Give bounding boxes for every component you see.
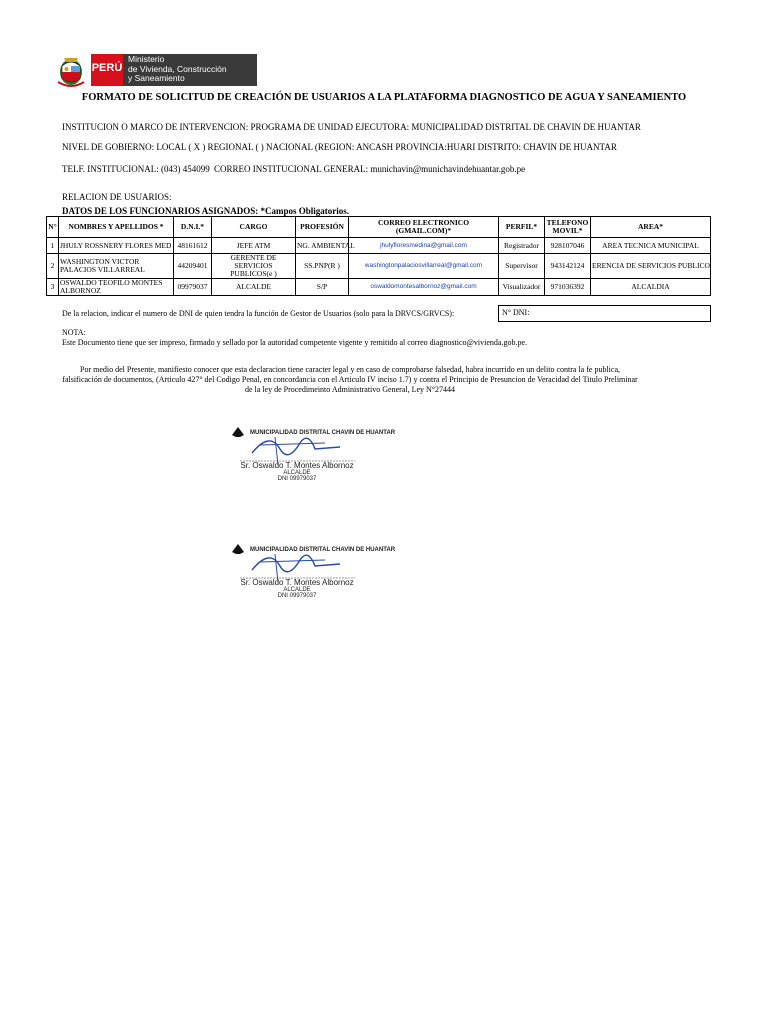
cell-nombres: WASHINGTON VICTOR PALACIOS VILLARREAL <box>59 254 174 279</box>
datos-label: DATOS DE LOS FUNCIONARIOS ASIGNADOS: *Campos Obligatorios. <box>62 206 349 216</box>
cell-correo: oswaldomontesalbornoz@gmail.com <box>349 279 499 296</box>
cell-area: ERENCIA DE SERVICIOS PUBLICO <box>591 254 711 279</box>
cell-profesion: S/P <box>296 279 349 296</box>
cell-correo: washingtonpalaciosvillarreal@gmail.com <box>349 254 499 279</box>
svg-text:MUNICIPALIDAD DISTRITAL CHAVIN: MUNICIPALIDAD DISTRITAL CHAVIN DE HUANTAR <box>250 547 396 553</box>
cell-telefono: 928107046 <box>545 238 591 254</box>
ministry-logo <box>55 52 257 88</box>
cell-area: AREA TECNICA MUNICIPAL <box>591 238 711 254</box>
cell-telefono: 943142124 <box>545 254 591 279</box>
signature-stamp <box>230 540 396 610</box>
col-header-correo: CORREO ELECTRONICO (GMAIL.COM)* <box>349 217 499 238</box>
relacion-label: RELACION DE USUARIOS: <box>62 192 172 202</box>
col-header-dni: D.N.I.* <box>174 217 212 238</box>
cell-profesion: NG. AMBIENTAL <box>296 238 349 254</box>
signature-stamp-drawing <box>230 423 396 493</box>
signer-name: Sr. Oswaldo T. Montes Albornoz <box>240 578 354 587</box>
signer-role: ALCALDE <box>283 587 311 593</box>
page-title: FORMATO DE SOLICITUD DE CREACIÓN DE USUARIOS A LA PLATAFORMA DIAGNOSTICO DE AGUA Y SANEAMIENTO <box>81 92 687 103</box>
signer-dni: DNI 09979037 <box>277 476 317 482</box>
nivel-gobierno-line: NIVEL DE GOBIERNO: LOCAL ( X ) REGIONAL ( ) NACIONAL (REGION: ANCASH PROVINCIA:HUARI DISTRITO: CHAVIN DE HUANTAR <box>62 142 617 152</box>
cell-dni: 09979037 <box>174 279 212 296</box>
gestor-dni-label: N° DNI: <box>502 308 530 317</box>
telefono-line: TELF. INSTITUCIONAL: (043) 454099 <box>62 164 210 174</box>
cell-perfil: Visualizador <box>499 279 545 296</box>
col-header-cargo: CARGO <box>212 217 296 238</box>
peru-label: PERÚ <box>91 62 123 74</box>
cell-telefono: 971036392 <box>545 279 591 296</box>
gestor-dni-field[interactable] <box>498 305 711 322</box>
cell-numero: 3 <box>47 279 59 296</box>
table-header-row <box>47 217 711 238</box>
cell-perfil: Registrador <box>499 238 545 254</box>
cell-cargo: GERENTE DE SERVICIOS PUBLICOS(e ) <box>212 254 296 279</box>
table-row <box>47 238 711 254</box>
cell-numero: 2 <box>47 254 59 279</box>
cell-nombres: OSWALDO TEOFILO MONTES ALBORNOZ <box>59 279 174 296</box>
cell-cargo: ALCALDE <box>212 279 296 296</box>
cell-perfil: Supervisor <box>499 254 545 279</box>
col-header-perfil: PERFIL* <box>499 217 545 238</box>
cell-numero: 1 <box>47 238 59 254</box>
cell-nombres: JHULY ROSSNERY FLORES MED <box>59 238 174 254</box>
cell-dni: 44209401 <box>174 254 212 279</box>
signer-role: ALCALDE <box>283 470 311 476</box>
col-header-profesion: PROFESIÓN <box>296 217 349 238</box>
table-row <box>47 279 711 296</box>
institucion-line: INSTITUCION O MARCO DE INTERVENCION: PROGRAMA DE UNIDAD EJECUTORA: MUNICIPALIDAD DISTRITAL DE CHAVIN DE HUANTAR <box>62 122 641 132</box>
ministry-label: Ministerio de Vivienda, Construcción y Saneamiento <box>128 54 227 83</box>
correo-line: CORREO INSTITUCIONAL GENERAL: munichavin@munichavindehuantar.gob.pe <box>214 164 526 174</box>
coat-of-arms-icon <box>55 52 87 88</box>
col-header-telefono: TELEFONO MOVIL* <box>545 217 591 238</box>
signature-stamp-drawing <box>230 540 396 610</box>
signer-name: Sr. Oswaldo T. Montes Albornoz <box>240 461 354 470</box>
cell-dni: 48161612 <box>174 238 212 254</box>
col-header-area: AREA* <box>591 217 711 238</box>
svg-text:MUNICIPALIDAD DISTRITAL CHAVIN: MUNICIPALIDAD DISTRITAL CHAVIN DE HUANTAR <box>250 430 396 436</box>
table-row <box>47 254 711 279</box>
cell-area: ALCALDIA <box>591 279 711 296</box>
users-table <box>46 216 711 296</box>
gestor-instruction: De la relacion, indicar el numero de DNI de quien tendra la función de Gestor de Usuarios (solo para la DRVCS/GRVCS): <box>62 309 455 318</box>
cell-profesion: SS.PNP(R ) <box>296 254 349 279</box>
signature-stamp <box>230 423 396 493</box>
col-header-nombres: NOMBRES Y APELLIDOS * <box>59 217 174 238</box>
nota-label: NOTA: <box>62 328 86 337</box>
signer-dni: DNI 09979037 <box>277 593 317 599</box>
cell-cargo: JEFE ATM <box>212 238 296 254</box>
nota-text: Este Documento tiene que ser impreso, firmado y sellado por la autoridad competente vigente y remitido al correo diagnostico@vivienda.gob.pe. <box>62 338 528 347</box>
cell-correo: jhulyfloresmedina@gmail.com <box>349 238 499 254</box>
declaracion-paragraph: Por medio del Presente, manifiesto conocer que esta declaracion tiene caracter legal y en caso de comprobarse falsedad, habra incurrido en un delito contra la fe publica, falsificación de documentos, (Articulo 427° del Codigo Penal, en concordancia con el Articulo IV inciso 1.7) y contra el Principio de Presuncion de Veracidad del Titulo Preliminar de la ley de Procedimeinto Administrativo General, Ley N°27444 <box>62 365 638 394</box>
col-header-numero: N° <box>47 217 59 238</box>
